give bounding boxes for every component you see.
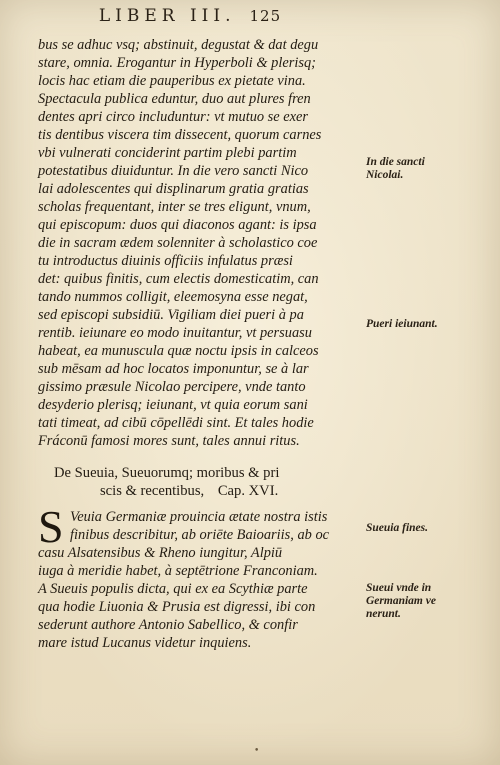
running-head-title: LIBER III. bbox=[98, 6, 236, 26]
text-line: locis hac etiam die pauperibus ex pietate vina. bbox=[38, 73, 306, 89]
text-line: Veuia Germaniæ prouincia ætate nostra istis bbox=[70, 509, 328, 525]
chapter-number: Cap. XVI. bbox=[217, 483, 279, 499]
text-line: sub mēsam ad hoc locatos imponuntur, se à lar bbox=[38, 361, 309, 377]
text-line: die in sacram ædem solenniter à scholastico coe bbox=[38, 235, 318, 251]
text-line: iuga à meridie habet, à septētrione Franconiam. bbox=[38, 563, 318, 579]
text-line: rentib. ieiunare eo modo inuitantur, vt persuasu bbox=[38, 325, 312, 341]
marginal-note bbox=[366, 582, 436, 621]
text-line: Fráconū famosi mores sunt, tales annui ritus. bbox=[38, 433, 300, 449]
marginal-note-line: Sueuia fines. bbox=[366, 522, 428, 534]
text-line: tu introductus diuinis officiis infulatus præsi bbox=[38, 253, 293, 269]
text-line: stare, omnia. Erogantur in Hyperboli & plerisq; bbox=[38, 55, 316, 71]
marginal-note-line: Nicolai. bbox=[366, 169, 404, 181]
text-line: scholas frequentant, inter se tres eligunt, vnum, bbox=[38, 199, 311, 215]
text-line: mare istud Lucanus videtur inquiens. bbox=[38, 635, 252, 651]
signature-mark: • bbox=[254, 746, 260, 756]
marginal-note-line: Sueui vnde in bbox=[366, 582, 432, 594]
text-line: casu Alsatensibus & Rheno iungitur, Alpiū bbox=[38, 545, 283, 561]
text-line: desyderio plerisq; ieiunant, vt quia eorum sani bbox=[38, 397, 308, 413]
marginal-note bbox=[366, 318, 438, 331]
chapter-heading-line bbox=[100, 482, 278, 500]
chapter-heading-line: De Sueuia, Sueuorumq; moribus & pri bbox=[54, 465, 280, 481]
text-line: finibus describitur, ab oriēte Baioariis, ab oc bbox=[70, 527, 330, 543]
text-line: vbi vulnerati conciderint partim plebi partim bbox=[38, 145, 297, 161]
text-line: qui episcopum: duos qui diaconos agant: is ipsa bbox=[38, 217, 317, 233]
text-line: det: quibus finitis, cum electis domesticatim, can bbox=[38, 271, 319, 287]
text-line: dentes apri circo includuntur: vt mutuo se exer bbox=[38, 109, 309, 125]
text-line: tando nummos colligit, eleemosyna esse negat, bbox=[38, 289, 308, 305]
chapter-heading-text: scis & recentibus, bbox=[100, 483, 205, 499]
text-line: A Sueuis populis dicta, qui ex ea Scythiæ parte bbox=[38, 581, 308, 597]
marginal-note-line: In die sancti bbox=[366, 156, 425, 168]
text-line: potestatibus diuiduntur. In die vero sancti Nico bbox=[38, 163, 309, 179]
text-line: sederunt authore Antonio Sabellico, & confir bbox=[38, 617, 298, 633]
text-line: lai adolescentes qui displinarum gratia gratias bbox=[38, 181, 309, 197]
marginal-note bbox=[366, 156, 425, 182]
text-line: gissimo præsule Nicolao percipere, vnde tanto bbox=[38, 379, 306, 395]
folio-number: 125 bbox=[249, 7, 282, 25]
text-line: bus se adhuc vsq; abstinuit, degustat & dat degu bbox=[38, 37, 319, 53]
marginal-note-line: Germaniam ve bbox=[366, 595, 436, 607]
text-line: sed episcopi subsidiū. Vigiliam diei pueri à pa bbox=[38, 307, 304, 323]
text-line: qua hodie Liuonia & Prusia est digressi, ibi con bbox=[38, 599, 316, 615]
marginal-note-line: nerunt. bbox=[366, 608, 401, 620]
text-line: habeat, ea munuscula quæ noctu ipsis in calceos bbox=[38, 343, 319, 359]
text-line: Spectacula publica eduntur, duo aut plures fren bbox=[38, 91, 311, 107]
drop-cap-letter: S bbox=[38, 501, 64, 552]
marginal-note bbox=[366, 522, 428, 535]
text-line: tis dentibus viscera tim dissecent, quorum carnes bbox=[38, 127, 322, 143]
text-line: tati timeat, ad cibū cōpellēdi sint. Et tales hodie bbox=[38, 415, 314, 431]
marginal-note-line: Pueri ieiunant. bbox=[366, 318, 438, 330]
running-head bbox=[0, 6, 380, 26]
